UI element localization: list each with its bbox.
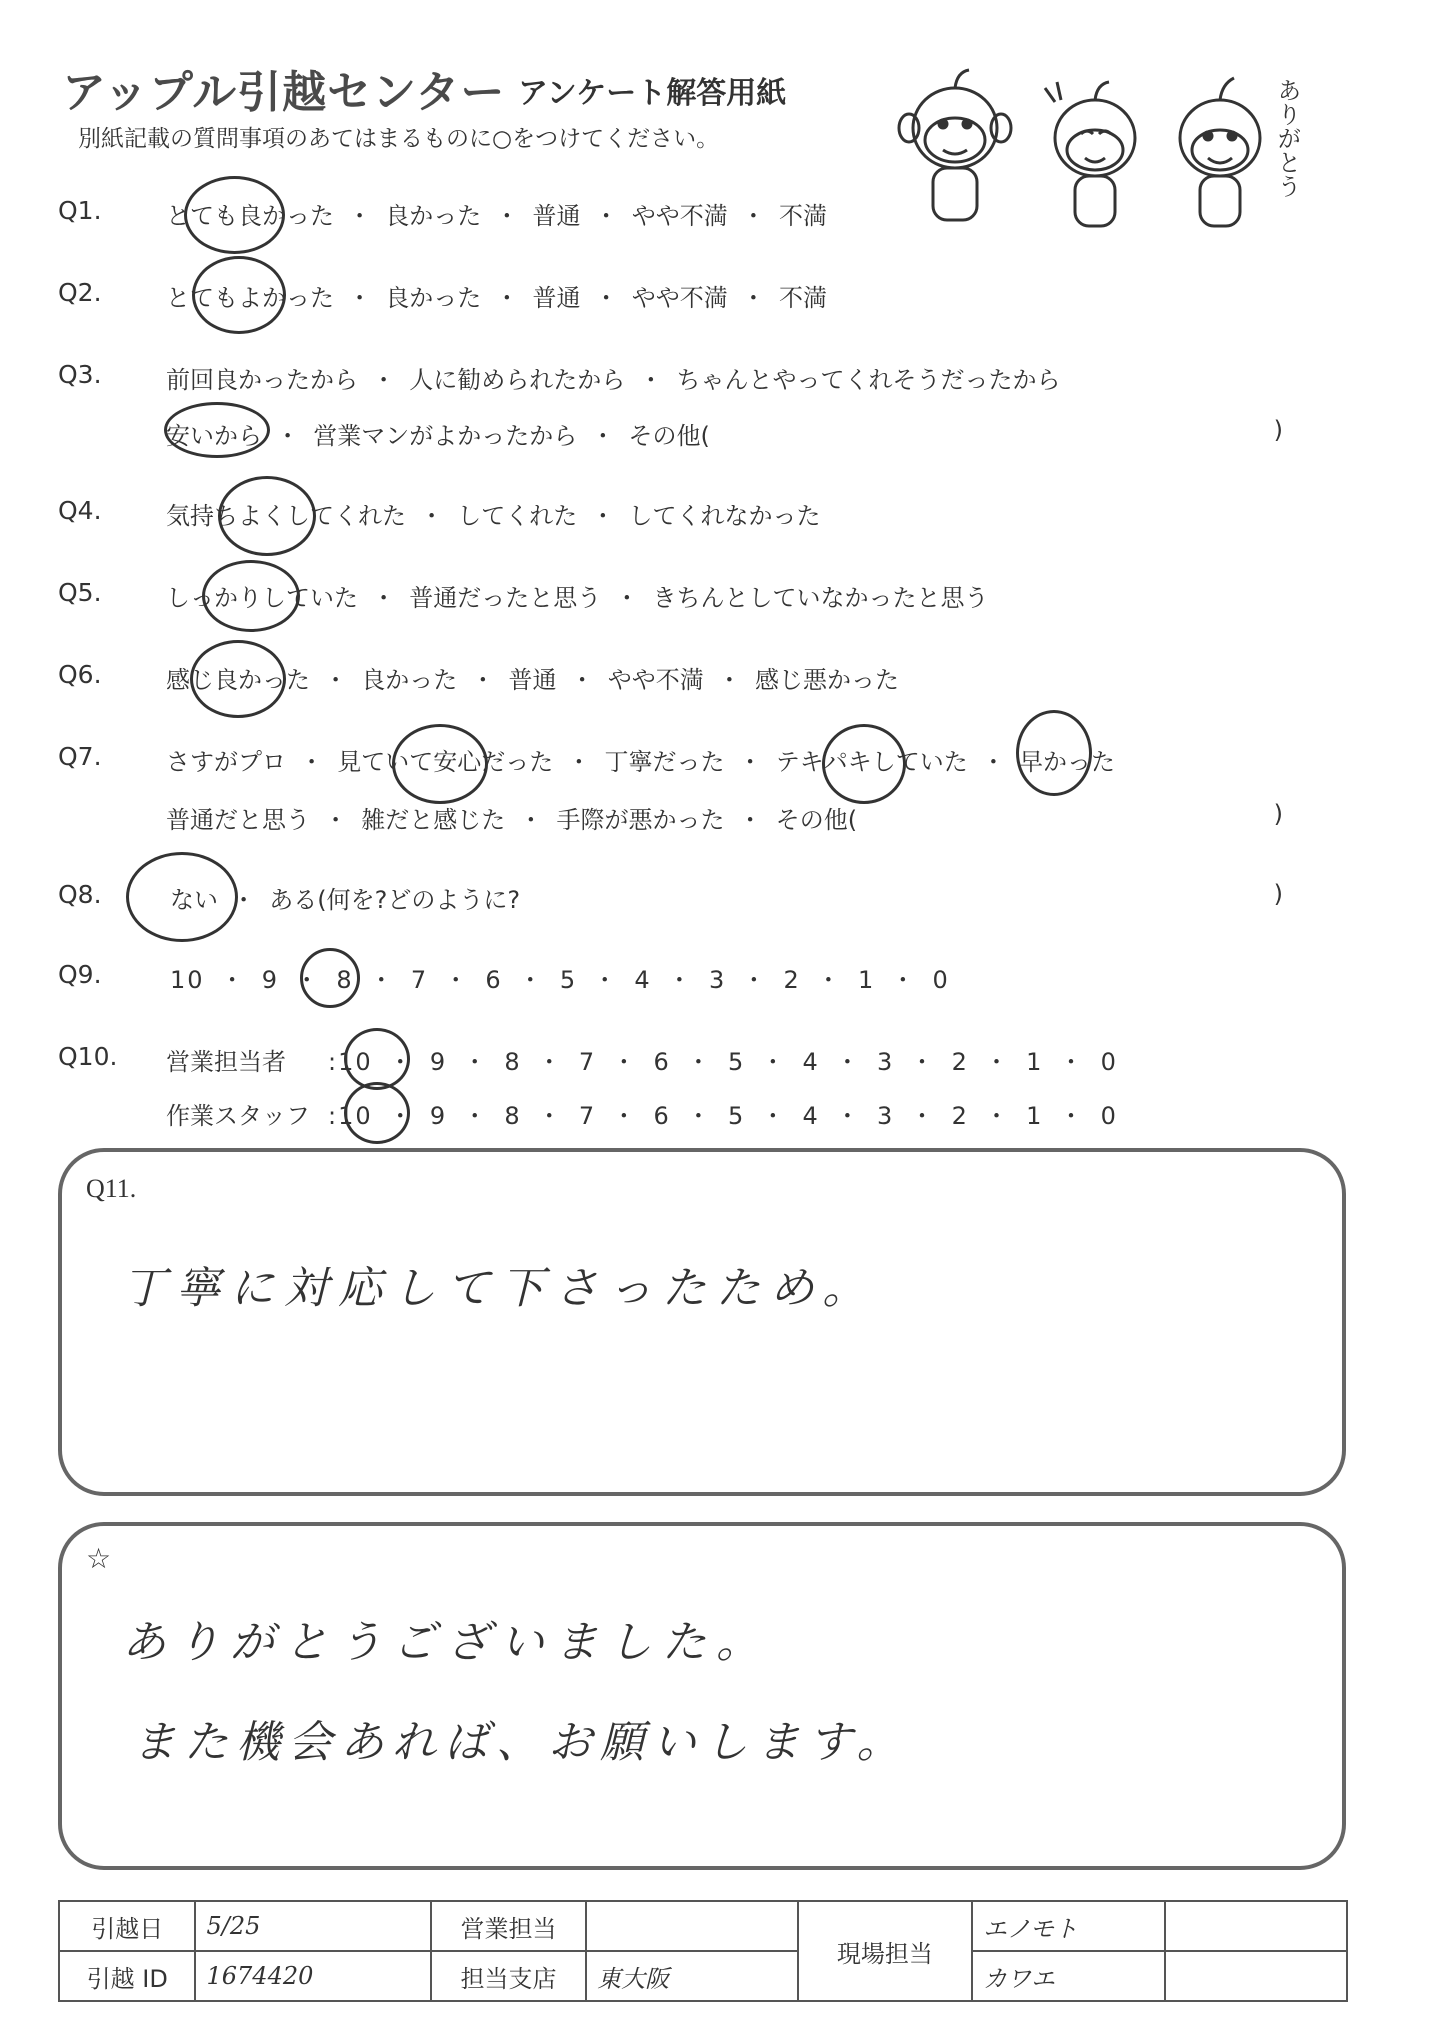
question-number: Q2. (58, 278, 102, 307)
form-subtitle: アンケート解答用紙 (518, 76, 787, 111)
question-7 (58, 742, 1358, 786)
site-rep-value-2[interactable]: カワエ (972, 1951, 1165, 2001)
q11-label: Q11. (86, 1174, 137, 1203)
question-number: Q6. (58, 660, 102, 689)
answer-circle (184, 176, 285, 254)
answer-circle (822, 724, 906, 804)
star-comment-box[interactable] (58, 1522, 1346, 1870)
answer-options[interactable]: 前回良かったから ・ 人に勧められたから ・ ちゃんとやってくれそうだったから (166, 366, 1061, 394)
question-number: Q1. (58, 196, 102, 225)
answer-circle (344, 1028, 410, 1090)
answer-options[interactable]: 安いから ・ 営業マンがよかったから ・ その他( (166, 422, 710, 450)
answer-options[interactable]: 気持ちよくしてくれた ・ してくれた ・ してくれなかった (166, 502, 821, 530)
answer-options[interactable]: とてもよかった ・ 良かった ・ 普通 ・ やや不満 ・ 不満 (166, 284, 828, 312)
question-number: Q3. (58, 360, 102, 389)
q11-handwritten-answer: 丁寧に対応して下さったため。 (122, 1263, 877, 1314)
paren-close: ) (1273, 416, 1283, 444)
move-date-value[interactable]: 5/25 (195, 1901, 430, 1951)
answer-circle (1016, 710, 1092, 796)
star-handwritten-line-2: また機会あれば、お願いします。 (132, 1717, 909, 1768)
answer-circle (344, 1082, 410, 1144)
brand-title: アップル引越センター (62, 67, 506, 118)
question-10-sales (58, 1042, 1358, 1086)
answer-circle (392, 724, 488, 804)
instruction-text: 別紙記載の質問事項のあてはまるものに○をつけてください。 (78, 126, 720, 152)
q11-comment-box[interactable] (58, 1148, 1346, 1496)
staff-label: 作業スタッフ (166, 1102, 310, 1130)
answer-circle (164, 402, 270, 458)
site-rep-value-1[interactable]: エノモト (972, 1901, 1165, 1951)
paren-close: ) (1273, 880, 1283, 908)
footer-info-table (58, 1900, 1348, 2002)
site-rep-extra-cell-1[interactable] (1165, 1901, 1347, 1951)
answer-circle (218, 476, 316, 556)
staff-rating-scale[interactable]: :10 ・ 9 ・ 8 ・ 7 ・ 6 ・ 5 ・ 4 ・ 3 ・ 2 ・ 1 ・ 0 (328, 1102, 1118, 1130)
answer-options[interactable]: ない ・ ある(何を?どのように? (170, 886, 521, 914)
answer-options[interactable]: 感じ良かった ・ 良かった ・ 普通 ・ やや不満 ・ 感じ悪かった (166, 666, 900, 694)
answer-options[interactable]: しっかりしていた ・ 普通だったと思う ・ きちんとしていなかったと思う (166, 584, 989, 612)
question-number: Q10. (58, 1042, 118, 1071)
star-icon: ☆ (86, 1544, 112, 1575)
question-3 (58, 360, 1358, 404)
answer-circle (192, 256, 286, 334)
move-id-value[interactable]: 1674420 (195, 1951, 430, 2001)
move-id-label: 引越 ID (59, 1951, 195, 2001)
sales-rep-value[interactable] (586, 1901, 798, 1951)
site-rep-label: 現場担当 (798, 1901, 972, 2001)
sales-rating-scale[interactable]: :10 ・ 9 ・ 8 ・ 7 ・ 6 ・ 5 ・ 4 ・ 3 ・ 2 ・ 1 ・ 0 (328, 1048, 1118, 1076)
branch-label: 担当支店 (431, 1951, 586, 2001)
answer-circle (126, 852, 238, 942)
mascot-caption: ありがとう (1273, 78, 1301, 198)
question-10-staff (58, 1096, 1358, 1140)
rating-scale[interactable]: 10 ・ 9 ・ 8 ・ 7 ・ 6 ・ 5 ・ 4 ・ 3 ・ 2 ・ 1 ・ 0 (170, 966, 950, 994)
paren-close: ) (1273, 800, 1283, 828)
question-8 (58, 880, 1358, 924)
question-number: Q8. (58, 880, 102, 909)
sales-rep-label: 営業担当者 (166, 1048, 286, 1076)
star-handwritten-line-1: ありがとうございました。 (122, 1617, 770, 1668)
question-number: Q4. (58, 496, 102, 525)
branch-value[interactable]: 東大阪 (586, 1951, 798, 2001)
question-9 (58, 960, 1358, 1004)
answer-options[interactable]: とても良かった ・ 良かった ・ 普通 ・ やや不満 ・ 不満 (166, 202, 828, 230)
question-number: Q9. (58, 960, 102, 989)
question-7-line-2 (58, 800, 1358, 844)
answer-circle (190, 640, 286, 718)
question-number: Q7. (58, 742, 102, 771)
answer-options[interactable]: さすがプロ ・ 見ていて安心だった ・ 丁寧だった ・ テキパキしていた ・ 早かった (166, 748, 1116, 776)
question-number: Q5. (58, 578, 102, 607)
site-rep-extra-cell-2[interactable] (1165, 1951, 1347, 2001)
move-date-label: 引越日 (59, 1901, 195, 1951)
answer-options[interactable]: 普通だと思う ・ 雑だと感じた ・ 手際が悪かった ・ その他( (166, 806, 858, 834)
sales-rep-label: 営業担当 (431, 1901, 586, 1951)
answer-circle (202, 560, 300, 632)
answer-circle (300, 948, 360, 1008)
